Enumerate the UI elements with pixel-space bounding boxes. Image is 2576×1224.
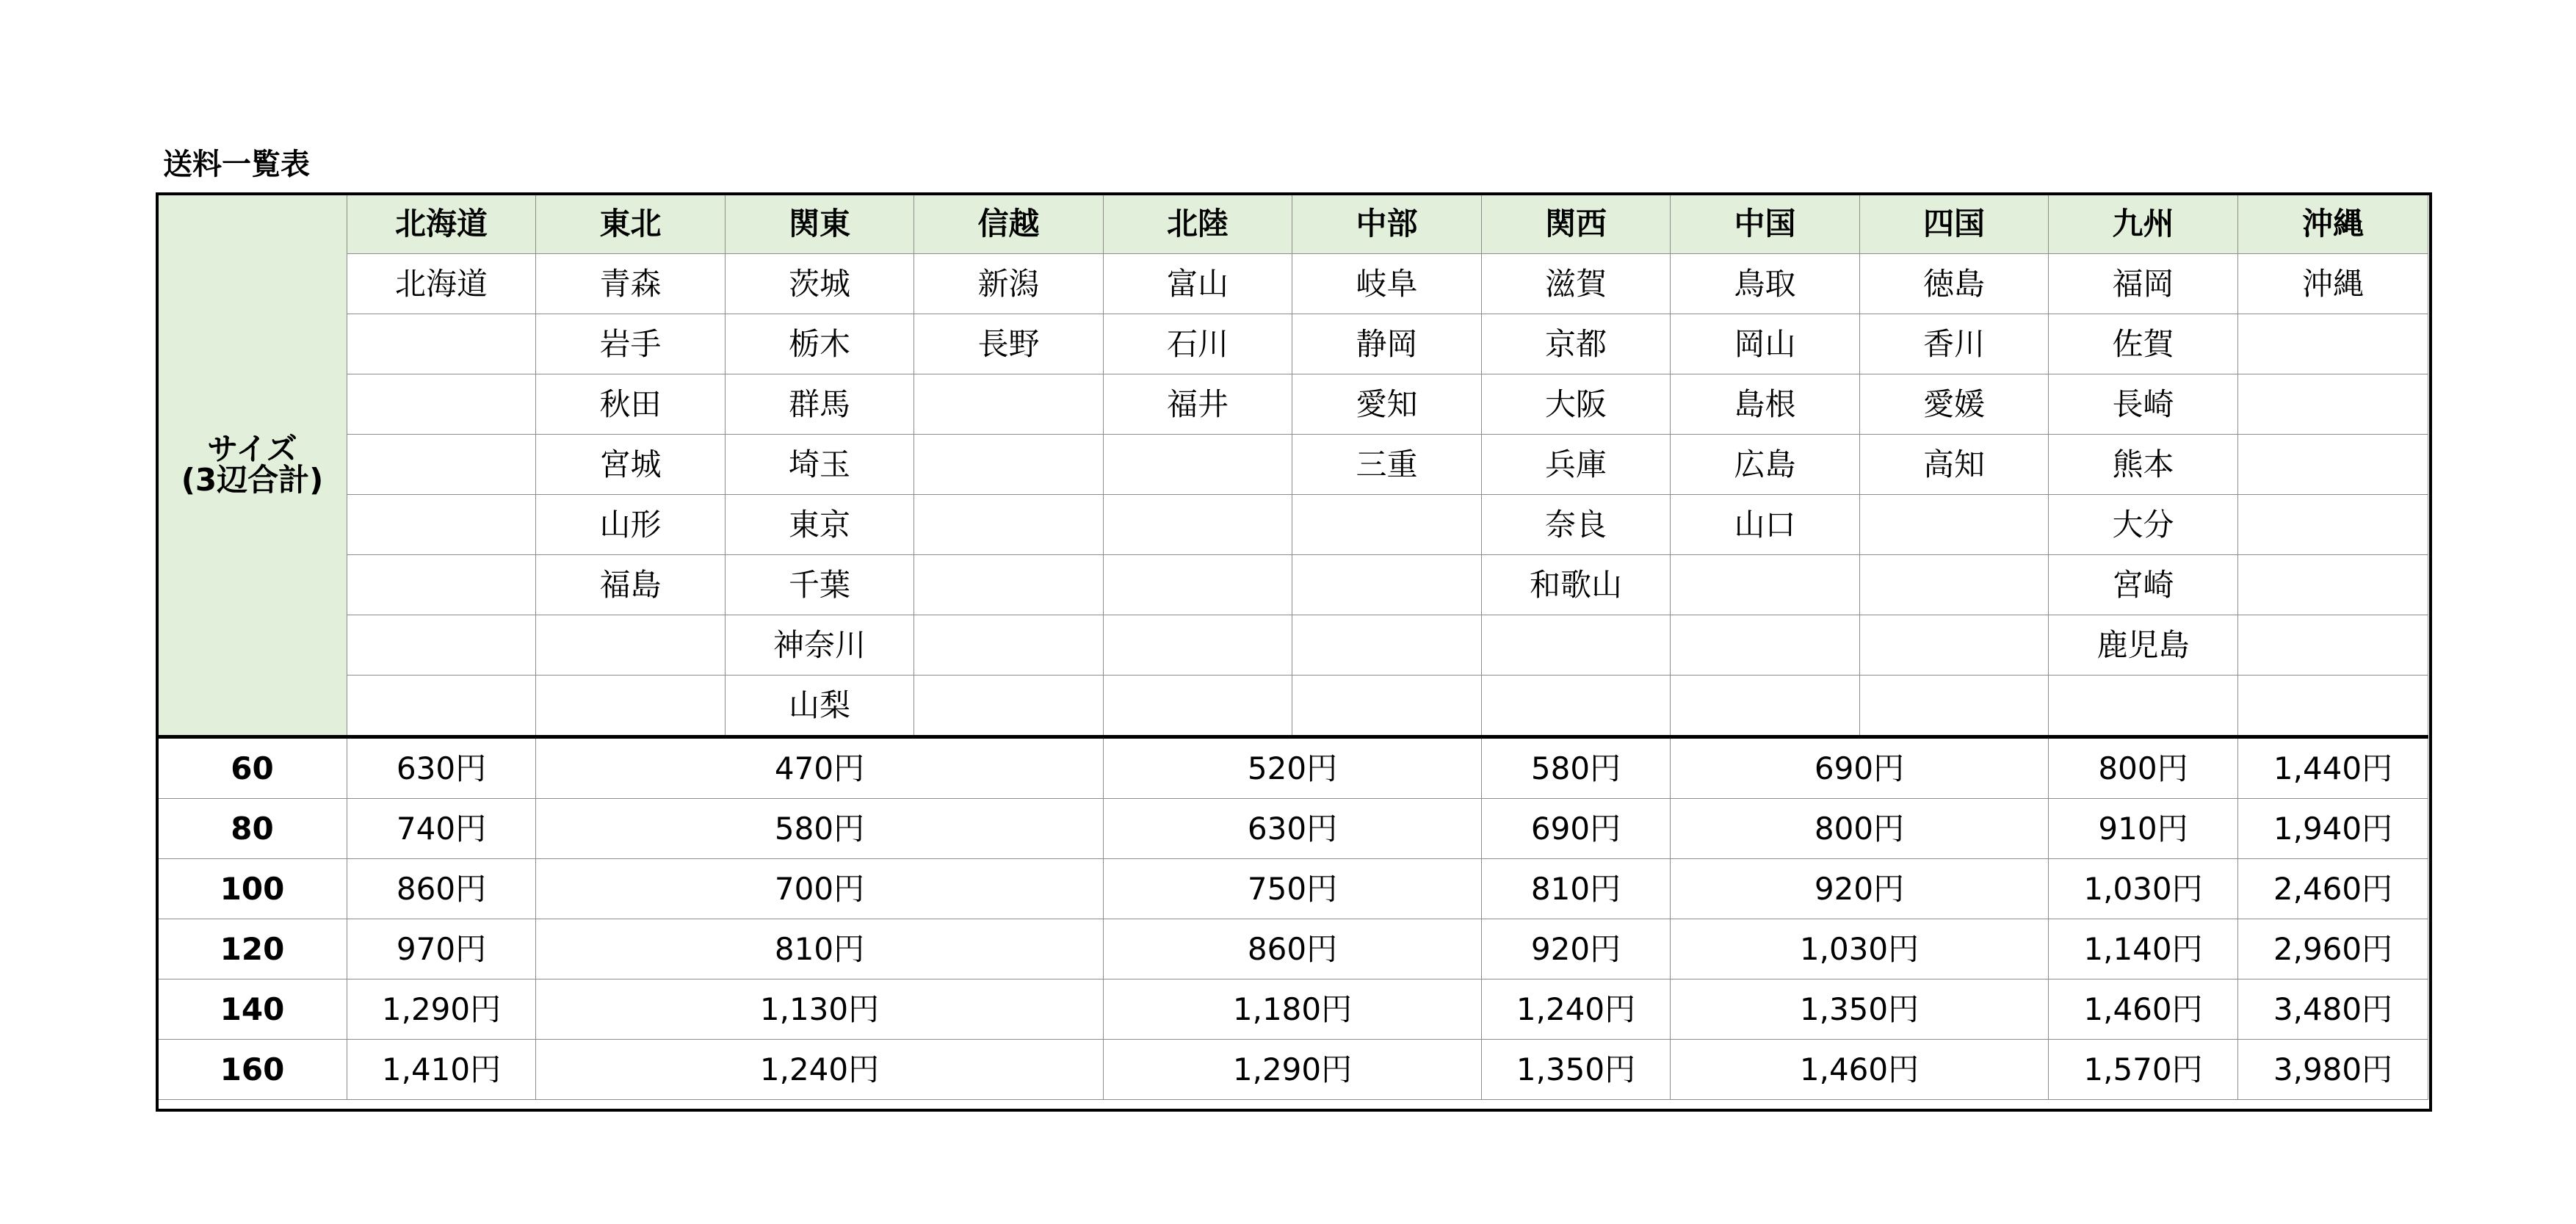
prefecture-cell: 岡山 [1671,314,1860,374]
price-cell: 1,140円 [2049,919,2238,979]
prefecture-cell [2238,615,2428,676]
prefecture-cell: 島根 [1671,374,1860,435]
prefecture-cell: 三重 [1292,435,1482,495]
price-cell: 1,240円 [536,1040,1104,1100]
price-cell: 1,440円 [2238,737,2428,799]
region-header-cell: 信越 [914,195,1104,254]
prefecture-cell: 新潟 [914,254,1104,314]
size-cell: 140 [158,979,347,1040]
prefecture-cell: 長崎 [2049,374,2238,435]
prefecture-cell [1482,676,1671,737]
prefecture-row [158,555,2428,615]
prefecture-cell [1292,676,1482,737]
price-cell: 3,480円 [2238,979,2428,1040]
shipping-rate-table [157,194,2428,1100]
prefecture-row [158,676,2428,737]
prefecture-cell [914,374,1104,435]
region-header-cell: 北海道 [347,195,536,254]
prefecture-cell [2238,314,2428,374]
prefecture-cell: 埼玉 [726,435,914,495]
region-header-cell: 九州 [2049,195,2238,254]
price-row [158,979,2428,1040]
price-cell: 690円 [1482,799,1671,859]
prefecture-cell: 和歌山 [1482,555,1671,615]
prefecture-cell [914,555,1104,615]
prefecture-cell: 熊本 [2049,435,2238,495]
prefecture-cell [347,314,536,374]
prefecture-cell [1671,555,1860,615]
region-header-row [158,195,2428,254]
prefecture-cell [1104,435,1292,495]
prefecture-row [158,495,2428,555]
prefecture-cell [1860,676,2049,737]
price-cell: 470円 [536,737,1104,799]
price-cell: 1,030円 [2049,859,2238,919]
prefecture-cell: 高知 [1860,435,2049,495]
prefecture-cell: 秋田 [536,374,726,435]
prefecture-cell: 大阪 [1482,374,1671,435]
region-header-cell: 関西 [1482,195,1671,254]
prefecture-cell: 長野 [914,314,1104,374]
prefecture-cell: 石川 [1104,314,1292,374]
price-cell: 810円 [1482,859,1671,919]
price-cell: 1,410円 [347,1040,536,1100]
prefecture-cell [2238,676,2428,737]
region-header-cell: 四国 [1860,195,2049,254]
price-cell: 860円 [347,859,536,919]
prefecture-cell: 宮崎 [2049,555,2238,615]
prefecture-cell [536,676,726,737]
price-cell: 1,130円 [536,979,1104,1040]
price-row [158,737,2428,799]
prefecture-cell [536,615,726,676]
size-cell: 120 [158,919,347,979]
prefecture-cell: 富山 [1104,254,1292,314]
region-header-cell: 中部 [1292,195,1482,254]
prefecture-cell [1104,676,1292,737]
region-header-cell: 東北 [536,195,726,254]
size-header-cell [158,195,347,737]
prefecture-cell [2049,676,2238,737]
price-cell: 920円 [1671,859,2049,919]
prefecture-cell: 福井 [1104,374,1292,435]
prefecture-cell [1104,555,1292,615]
prefecture-cell [1860,615,2049,676]
prefecture-cell: 茨城 [726,254,914,314]
prefecture-cell [347,555,536,615]
prefecture-cell: 鳥取 [1671,254,1860,314]
price-cell: 520円 [1104,737,1482,799]
prefecture-cell: 静岡 [1292,314,1482,374]
prefecture-cell: 北海道 [347,254,536,314]
price-cell: 630円 [1104,799,1482,859]
price-cell: 800円 [1671,799,2049,859]
size-cell: 100 [158,859,347,919]
prefecture-cell: 鹿児島 [2049,615,2238,676]
prefecture-cell: 千葉 [726,555,914,615]
price-cell: 2,960円 [2238,919,2428,979]
prefecture-cell: 京都 [1482,314,1671,374]
price-cell: 580円 [536,799,1104,859]
prefecture-cell [1292,555,1482,615]
prefecture-cell: 山梨 [726,676,914,737]
price-cell: 750円 [1104,859,1482,919]
prefecture-cell [2238,495,2428,555]
price-cell: 860円 [1104,919,1482,979]
size-cell: 60 [158,737,347,799]
price-row [158,1040,2428,1100]
price-cell: 1,460円 [2049,979,2238,1040]
price-cell: 1,350円 [1671,979,2049,1040]
prefecture-cell: 山口 [1671,495,1860,555]
prefecture-cell [914,615,1104,676]
price-cell: 3,980円 [2238,1040,2428,1100]
prefecture-cell [1104,615,1292,676]
prefecture-cell [347,495,536,555]
price-cell: 1,940円 [2238,799,2428,859]
region-header-cell: 沖縄 [2238,195,2428,254]
prefecture-cell: 福島 [536,555,726,615]
prefecture-cell: 山形 [536,495,726,555]
size-header-label: サイズ [207,431,297,467]
price-row [158,799,2428,859]
price-cell: 740円 [347,799,536,859]
prefecture-cell [1671,676,1860,737]
price-cell: 1,180円 [1104,979,1482,1040]
prefecture-cell: 岩手 [536,314,726,374]
prefecture-cell: 愛媛 [1860,374,2049,435]
price-cell: 1,570円 [2049,1040,2238,1100]
prefecture-row [158,435,2428,495]
price-row [158,919,2428,979]
price-cell: 1,290円 [1104,1040,1482,1100]
table-body [158,195,2428,1100]
prefecture-cell: 東京 [726,495,914,555]
prefecture-cell: 兵庫 [1482,435,1671,495]
size-cell: 160 [158,1040,347,1100]
price-cell: 700円 [536,859,1104,919]
price-cell: 800円 [2049,737,2238,799]
price-cell: 2,460円 [2238,859,2428,919]
prefecture-cell [2238,435,2428,495]
prefecture-row [158,615,2428,676]
prefecture-cell [347,374,536,435]
prefecture-cell [1860,555,2049,615]
region-header-cell: 中国 [1671,195,1860,254]
price-cell: 690円 [1671,737,2049,799]
prefecture-cell: 福岡 [2049,254,2238,314]
price-cell: 810円 [536,919,1104,979]
size-cell: 80 [158,799,347,859]
prefecture-cell: 徳島 [1860,254,2049,314]
prefecture-cell: 奈良 [1482,495,1671,555]
price-cell: 1,350円 [1482,1040,1671,1100]
price-cell: 1,030円 [1671,919,2049,979]
region-header-cell: 北陸 [1104,195,1292,254]
prefecture-cell [1482,615,1671,676]
prefecture-cell [347,676,536,737]
prefecture-cell [1860,495,2049,555]
prefecture-cell [914,676,1104,737]
page-title: 送料一覧表 [163,148,310,181]
prefecture-cell: 広島 [1671,435,1860,495]
prefecture-cell: 群馬 [726,374,914,435]
prefecture-row [158,254,2428,314]
prefecture-cell [2238,555,2428,615]
prefecture-cell [1671,615,1860,676]
price-row [158,859,2428,919]
prefecture-row [158,314,2428,374]
price-cell: 1,240円 [1482,979,1671,1040]
price-cell: 910円 [2049,799,2238,859]
prefecture-cell: 滋賀 [1482,254,1671,314]
prefecture-cell [347,435,536,495]
prefecture-cell: 宮城 [536,435,726,495]
region-header-cell: 関東 [726,195,914,254]
prefecture-cell: 神奈川 [726,615,914,676]
prefecture-cell [1292,495,1482,555]
prefecture-cell: 沖縄 [2238,254,2428,314]
prefecture-cell [2238,374,2428,435]
prefecture-cell: 栃木 [726,314,914,374]
price-cell: 630円 [347,737,536,799]
prefecture-row [158,374,2428,435]
prefecture-cell: 岐阜 [1292,254,1482,314]
price-cell: 920円 [1482,919,1671,979]
prefecture-cell: 佐賀 [2049,314,2238,374]
prefecture-cell [914,435,1104,495]
size-header-sublabel: (3辺合計) [181,462,324,498]
prefecture-cell [347,615,536,676]
prefecture-cell: 大分 [2049,495,2238,555]
prefecture-cell: 青森 [536,254,726,314]
prefecture-cell [914,495,1104,555]
price-cell: 1,290円 [347,979,536,1040]
price-cell: 1,460円 [1671,1040,2049,1100]
price-cell: 970円 [347,919,536,979]
price-cell: 580円 [1482,737,1671,799]
prefecture-cell [1104,495,1292,555]
prefecture-cell: 香川 [1860,314,2049,374]
prefecture-cell: 愛知 [1292,374,1482,435]
prefecture-cell [1292,615,1482,676]
